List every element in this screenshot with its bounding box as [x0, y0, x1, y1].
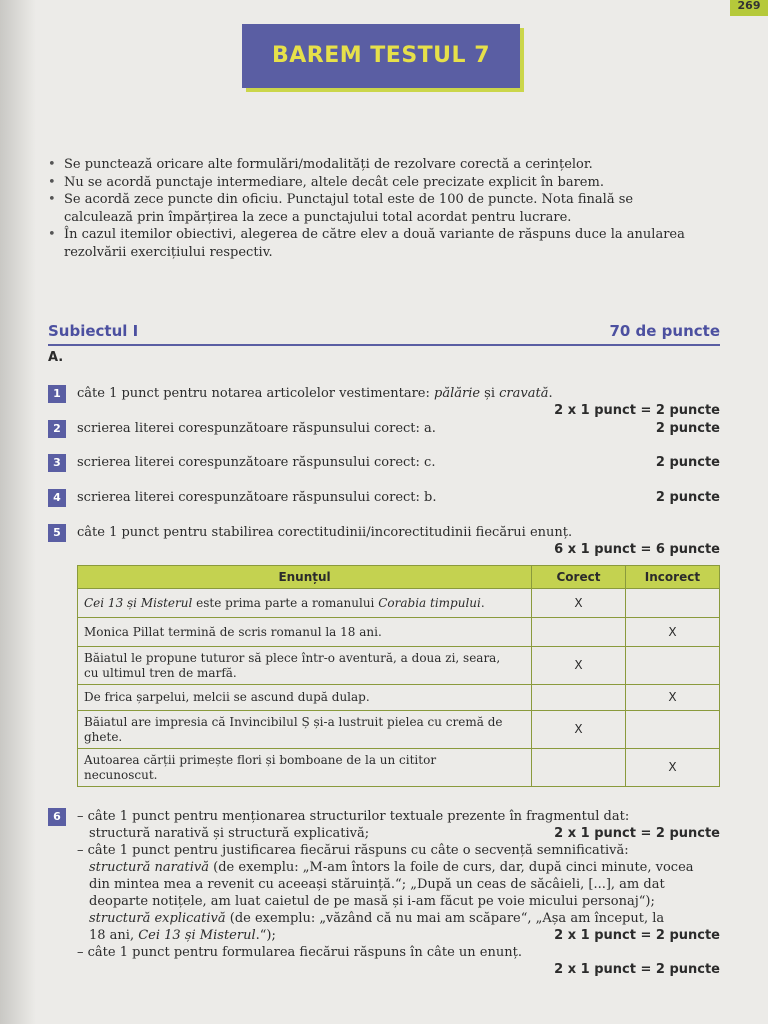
item-text: câte 1 punct pentru stabilirea corectitudinii/incorectitudinii fiecărui enunț. — [77, 525, 573, 540]
rule-text: Se acordă zece puncte din oficiu. Punctajul total este de 100 de puncte. Nota finală se — [64, 192, 634, 207]
subject-title: Subiectul I — [48, 322, 139, 340]
section-label: A. — [48, 350, 64, 365]
rule-item — [48, 191, 724, 226]
item6-text: structură narativă și structură explicativă; — [89, 826, 370, 841]
item-number: 5 — [48, 524, 66, 542]
page-title: BAREM TESTUL 7 — [271, 43, 491, 68]
rule-text: calculează prin împărțirea la zece a punctajului total acordat pentru lucrare. — [64, 209, 572, 225]
item-points: 2 puncte — [655, 490, 720, 505]
incorrect-mark: X — [625, 618, 719, 647]
column-header: Corect — [532, 566, 626, 589]
item6-line — [77, 961, 720, 978]
item-1 — [48, 385, 720, 421]
item-number: 4 — [48, 489, 66, 507]
item-points: 6 x 1 punct = 6 puncte — [554, 542, 720, 557]
title-banner — [242, 24, 520, 88]
item6-line: structură narativă (de exemplu: „M-am întors la foile de curs, dar, după cinci minute, vocea — [89, 860, 694, 875]
item-points: 2 x 1 punct = 2 puncte — [554, 403, 720, 418]
incorrect-mark — [625, 711, 719, 749]
correct-mark — [532, 618, 626, 647]
item-points: 2 puncte — [655, 455, 720, 470]
item-points: 2 puncte — [655, 421, 720, 436]
incorrect-mark: X — [625, 685, 719, 711]
rule-text: În cazul itemilor obiectivi, alegerea de către elev a două variante de răspuns duce la anularea — [64, 227, 685, 242]
rule-item: • Nu se acordă punctaje intermediare, altele decât cele precizate explicit în barem. — [48, 174, 724, 192]
scoring-rules — [48, 156, 724, 261]
statement-cell: Băiatul are impresia că Invincibilul Ș și-a lustruit pielea cu cremă de ghete. — [78, 711, 532, 749]
statements-table — [77, 565, 720, 787]
item6-line: din mintea mea a revenit cu aceeași stăruință.“; „După un ceas de săcâieli, [...], am dat — [89, 877, 665, 892]
statement-cell: Monica Pillat termină de scris romanul la 18 ani. — [78, 618, 532, 647]
table-header-row — [78, 566, 720, 589]
statement-cell: De frica șarpelui, melcii se ascund după dulap. — [78, 685, 532, 711]
statement-cell: Băiatul le propune tuturor să plece într-o aventură, a doua zi, seara, cu ultimul tren de marfă. — [78, 647, 532, 685]
item6-line: deoparte notițele, am luat caietul de pe masă și i-am făcut pe voie micului personaj“); — [89, 894, 655, 909]
incorrect-mark — [625, 647, 719, 685]
item6-line: – câte 1 punct pentru formularea fiecărui răspuns în câte un enunț. — [77, 945, 522, 960]
item-number: 6 — [48, 808, 66, 826]
item-6-body — [77, 808, 720, 978]
item-text: scrierea literei corespunzătoare răspunsului corect: c. — [77, 455, 436, 470]
page-shadow — [0, 0, 36, 1024]
item6-line: – câte 1 punct pentru menționarea structurilor textuale prezente în fragmentul dat: — [77, 809, 630, 824]
table-row — [78, 749, 720, 787]
item6-line: structură explicativă (de exemplu: „văzând că nu mai am scăpare“, „Așa am început, la — [89, 911, 665, 926]
table-row — [78, 618, 720, 647]
statement-cell: Cei 13 și Misterul este prima parte a romanului Corabia timpului. — [78, 589, 532, 618]
column-header: Enunțul — [78, 566, 532, 589]
correct-mark: X — [532, 711, 626, 749]
correct-mark — [532, 685, 626, 711]
incorrect-mark — [625, 589, 719, 618]
item-number: 2 — [48, 420, 66, 438]
item-text: scrierea literei corespunzătoare răspunsului corect: a. — [77, 421, 436, 436]
table-row — [78, 711, 720, 749]
item-points: 2 x 1 punct = 2 puncte — [554, 928, 720, 943]
incorrect-mark: X — [625, 749, 719, 787]
subject-header — [48, 322, 720, 346]
subject-points: 70 de puncte — [609, 322, 720, 340]
item-text: scrierea literei corespunzătoare răspunsului corect: b. — [77, 490, 437, 505]
item-number: 1 — [48, 385, 66, 403]
table-row — [78, 647, 720, 685]
page-number: 269 — [730, 0, 768, 16]
table-row — [78, 589, 720, 618]
table-row — [78, 685, 720, 711]
correct-mark: X — [532, 647, 626, 685]
item-number: 3 — [48, 454, 66, 472]
rule-text: rezolvării exercițiului respectiv. — [64, 244, 273, 260]
item-5 — [48, 524, 720, 560]
item-text: câte 1 punct pentru notarea articolelor vestimentare: pălărie și cravată. — [77, 386, 553, 401]
statement-cell: Autoarea cărții primește flori și bomboane de la un cititor necunoscut. — [78, 749, 532, 787]
item-points: 2 x 1 punct = 2 puncte — [554, 962, 720, 977]
correct-mark: X — [532, 589, 626, 618]
correct-mark — [532, 749, 626, 787]
item-points: 2 x 1 punct = 2 puncte — [554, 826, 720, 841]
column-header: Incorect — [625, 566, 719, 589]
item6-line: – câte 1 punct pentru justificarea fiecărui răspuns cu câte o secvență semnificativă: — [77, 843, 629, 858]
rule-item: • Se punctează oricare alte formulări/modalități de rezolvare corectă a cerințelor. — [48, 156, 724, 174]
item6-line: 18 ani, Cei 13 și Misterul.“); 2 x 1 punct = 2 puncte — [89, 928, 720, 943]
rule-item — [48, 226, 724, 261]
item6-line — [77, 825, 720, 842]
